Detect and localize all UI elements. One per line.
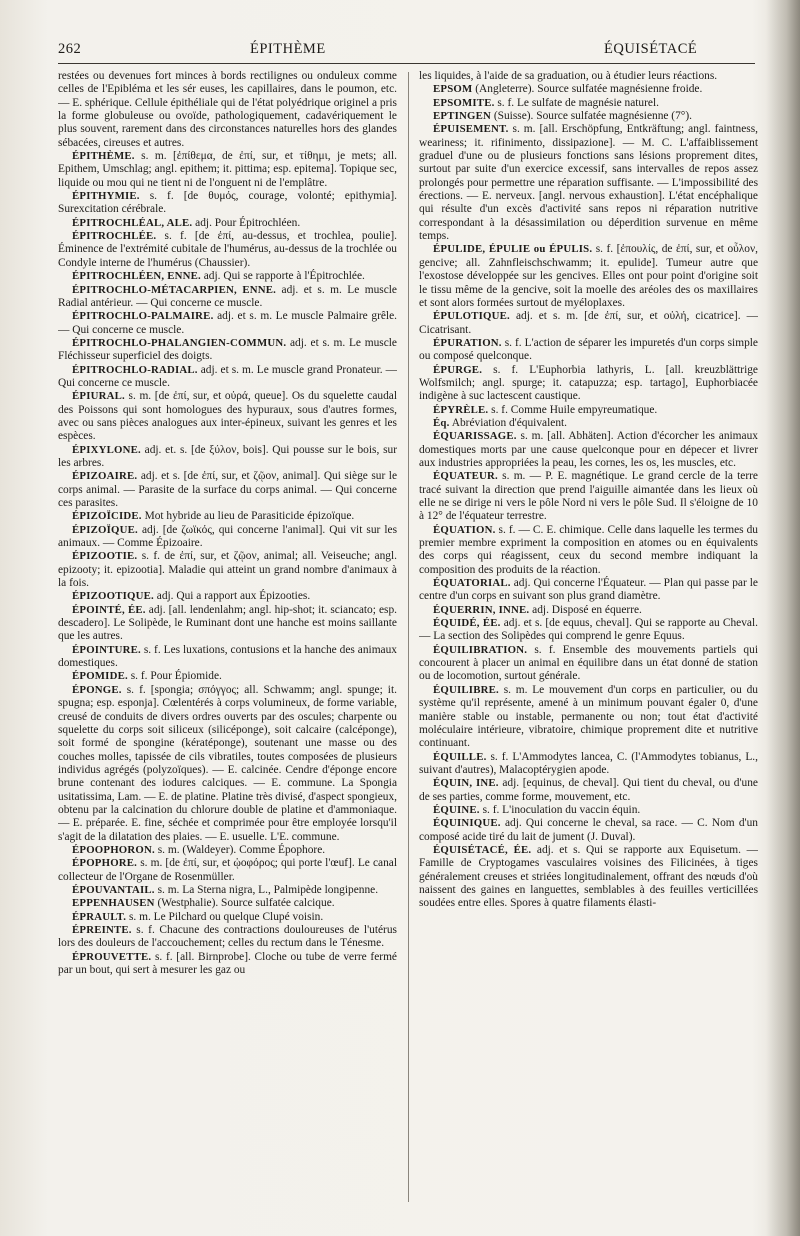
dictionary-entry [419, 470, 758, 523]
entry-definition: (Angleterre). Source sulfatée magnésienne froide. [475, 83, 703, 96]
entry-definition: s. m. [all. Abhäten]. Action d'écorcher les animaux domestiques morts par une cause quelconque pour en dépecer et livrer aux industries appropriées la peau, les cornes, les os, les muscles, etc. [419, 430, 758, 469]
entry-definition: (Suisse). Source sulfatée magnésienne (7°). [493, 110, 692, 123]
dictionary-entry [58, 951, 397, 978]
entry-headword: ÉQUATEUR. [433, 470, 498, 483]
dictionary-entry [419, 644, 758, 684]
entry-headword: ÉPRAULT. [72, 910, 127, 923]
entry-definition: s. f. Pour Épiomide. [130, 670, 222, 683]
dictionary-entry [58, 884, 397, 897]
page-number: 262 [58, 41, 82, 57]
entry-headword: ÉQUATION. [433, 523, 496, 536]
entry-headword: ÉQUIDÉ, ÉE. [433, 617, 501, 630]
entry-definition: adj. Qui concerne l'Équateur. — Plan qui passe par le centre d'un corps en suivant son plus grand diamètre. [419, 577, 758, 603]
entry-headword: ÉPOINTÉ, ÉE. [72, 603, 146, 616]
page-edge-shadow [766, 0, 800, 1236]
entry-headword: ÉPOINTURE. [72, 643, 141, 656]
right-column [419, 70, 758, 1210]
dictionary-entry [58, 230, 397, 270]
entry-headword: ÉPULOTIQUE. [433, 310, 510, 323]
entry-headword: ÉPURGE. [433, 363, 483, 376]
dictionary-entry [419, 70, 758, 83]
entry-headword: ÉPONGE. [72, 683, 122, 696]
dictionary-entry [58, 897, 397, 910]
dictionary-entry [58, 670, 397, 683]
dictionary-entry [58, 217, 397, 230]
dictionary-entry [419, 430, 758, 470]
dictionary-entry [419, 243, 758, 310]
entry-definition: s. f. Chacune des contractions douloureuses de l'utérus lors des douleurs de l'accouchement; celles du rectum dans le Ténesme. [58, 924, 397, 950]
entry-headword: ÉPITROCHLO-RADIAL. [72, 363, 198, 376]
dictionary-entry [58, 644, 397, 671]
entry-definition: s. f. [ἐπουλίς, de ἐπί, sur, et οὖλον, gencive; all. Zahnfleischschwamm; it. epulide]. Tumeur autre que l'exostose développée sur les gencives. Elles ont pour point d'origine soit le tissu même de la gencive, soit la moelle des aréoles des os maxillaires et sont alors formées surtout de myéloplaxes. [419, 243, 758, 309]
dictionary-entry [419, 524, 758, 577]
entry-headword: ÉPITHÈME. [72, 150, 135, 163]
entry-headword: ÉPURATION. [433, 336, 502, 349]
dictionary-entry [58, 470, 397, 510]
dictionary-entry [58, 844, 397, 857]
entry-headword: ÉPIZOOTIE. [72, 550, 138, 563]
dictionary-entry [419, 110, 758, 123]
dictionary-entry [419, 97, 758, 110]
entry-definition: s. m. Le Pilchard ou quelque Clupé voisin. [128, 910, 324, 923]
entry-definition: s. f. [all. Birnprobe]. Cloche ou tube de verre fermé par un bout, qui sert à mesurer les gaz ou [58, 950, 397, 977]
dictionary-entry [419, 123, 758, 243]
entry-headword: ÉPUISEMENT. [433, 123, 509, 136]
dictionary-entry [58, 604, 397, 644]
entry-definition: s. m. (Waldeyer). Comme Épophore. [157, 843, 326, 856]
left-column [58, 70, 397, 1210]
entry-headword: ÉPULIDE, ÉPULIE ou ÉPULIS. [433, 243, 593, 256]
dictionary-entry [58, 550, 397, 590]
dictionary-entry [419, 684, 758, 751]
entry-definition: s. m. [all. Erschöpfung, Entkräftung; angl. faintness, weariness; it. rifinimento, dissipazione]. — M. C. L'affaiblissement graduel d'une ou de plusieurs fonctions sans lésions proprement dites, surtout par suite d'un exercice excessif, sans intervalles de repos assez prolongés pour permettre une réparation suffisante. — L'impossibilité des érections. — E. nerveux. [angl. nervous exhaustion]. L'état encéphalique qui résulte d'un excès d'activité sans repos ni réparation nutritive correspondant à la désassimilation ou déperdition survenue en même temps. [419, 123, 758, 243]
entry-headword: ÉQUARISSAGE. [433, 430, 517, 443]
dictionary-entry [419, 751, 758, 778]
entry-definition: restées ou devenues fort minces à bords rectilignes ou onduleux comme celles de l'Epibléma et les sér euses, les capillaires, dans le poumon, etc. — E. sphérique. Cellule épithéliale qui de l'état polyédrique originel a pris la forme globuleuse ou ovoïde, pathologiquement, cadavériquement le plus souvent, rarement dans des circonstances naturelles hors des glandes sébacées, cireuses et autres. [58, 70, 397, 149]
dictionary-entry [419, 337, 758, 364]
entry-definition: adj. et s. [de ἐπί, sur, et ζῷον, animal]. Qui siège sur le corps animal. — Parasite de la surface du corps animal. — Qui concerne ces parasites. [58, 470, 397, 509]
entry-headword: ÉPIZOÏQUE. [72, 523, 138, 536]
dictionary-entry [419, 777, 758, 804]
entry-definition: s. f. Le sulfate de magnésie naturel. [497, 96, 659, 109]
entry-headword: ÉQUILIBRE. [433, 683, 499, 696]
entry-definition: les liquides, à l'aide de sa graduation, ou à étudier leurs réactions. [419, 70, 718, 82]
dictionary-entry [58, 911, 397, 924]
entry-definition: s. f. Ensemble des mouvements partiels qui concourent à placer un animal en équilibre dans un état donné de station ou de locomotion, surtout générale. [419, 643, 758, 683]
entry-headword: ÉQUIN, INE. [433, 777, 499, 790]
dictionary-entry [419, 310, 758, 337]
entry-definition: adj. Qui a rapport aux Épizooties. [156, 590, 311, 603]
dictionary-entry [58, 310, 397, 337]
dictionary-entry [58, 390, 397, 443]
entry-headword: ÉPITROCHLO-MÉTACARPIEN, ENNE. [72, 283, 277, 296]
entry-headword: ÉPITROCHLO-PHALANGIEN-COMMUN. [72, 336, 287, 349]
entry-definition: adj. et s. Qui se rapporte aux Equisetum. — Famille de Cryptogames vasculaires voisines des Filicinées, à tiges généralement creuses et striées longitudinalement, offrant des nœuds d'où naissent des gaines en languettes, semblables à des feuilles verticillées soudées entre elles. Spores à quatre filaments élasti- [419, 843, 758, 910]
entry-definition: adj. et s. m. Le muscle Fléchisseur superficiel des doigts. [58, 336, 397, 363]
dictionary-entry [419, 817, 758, 844]
dictionary-entry [419, 364, 758, 404]
entry-headword: ÉQUILLE. [433, 750, 487, 763]
running-head-left: ÉPITHÈME [250, 41, 326, 57]
entry-headword: ÉQUERRIN, INNE. [433, 603, 530, 616]
entry-definition: s. m. — P. E. magnétique. Le grand cercle de la terre tracé suivant la direction que prend l'aiguille aimantée dans les lieux où elle ne se dirige ni vers le pôle Nord ni vers le pôle Sud. Il s'éloigne de 10 à 12° de l'équateur terrestre. [419, 470, 758, 523]
entry-definition: adj. et. s. [de ξύλον, bois]. Qui pousse sur le bois, sur les arbres. [58, 443, 397, 469]
entry-headword: ÉPOOPHORON. [72, 843, 155, 856]
entry-headword: EPSOMITE. [433, 96, 495, 109]
dictionary-entry [419, 417, 758, 430]
dictionary-entry [58, 190, 397, 217]
dictionary-entry [419, 83, 758, 96]
entry-definition: adj. et s. m. Le muscle Radial antérieur. — Qui concerne ce muscle. [58, 283, 397, 309]
entry-headword: ÉQUINE. [433, 803, 480, 816]
entry-definition: adj. [equinus, de cheval]. Qui tient du cheval, ou d'une de ses parties, comme forme, mouvement, etc. [419, 777, 758, 803]
entry-headword: EPSOM [433, 83, 473, 96]
entry-headword: ÉPIURAL. [72, 390, 125, 403]
page-header [0, 33, 800, 63]
entry-headword: ÉPOPHORE. [72, 857, 138, 870]
entry-definition: adj. et s. m. Le muscle grand Pronateur. — Qui concerne ce muscle. [58, 363, 397, 389]
header-rule [58, 63, 755, 64]
entry-definition: s. f. [de ἐπί, au-dessus, et trochlea, poulie]. Éminence de l'extrémité cubitale de l'humérus, au-dessus de la trochlée ou Condyle interne de l'humérus (Chaussier). [58, 230, 397, 269]
entry-headword: ÉPIZOAIRE. [72, 470, 138, 483]
entry-definition: s. f. [spongia; σπόγγος; all. Schwamm; angl. spunge; it. spugna; esp. esponja]. Cœlentérés à corps volumineux, de forme variable, creusé de conduits de divers ordres ouverts par des oscules; charpente ou squelette du corps soit siliceux (silicéponge), soit calcaire (calcéponge), soit formé de spongine (kératéponge), soutenant une masse ou des couches molles, tapissée de cils vibratiles, toutes composées de plusieurs individus agrégés (polyzoïques). — E. calcinée. Cendre d'éponge encore brune contenant des iodures calciques. — E. commune. La Spongia usitatissima, Lam. — E. de platine. Platine très divisé, d'aspect spongieux, obtenu par la calcination du chlorure double de platine et d'ammoniaque. — E. préparée. E. fine, séchée et comprimée pour être employée lorsqu'il s'agit de la dilatation des plaies. — E. usuelle. L'E. commune. [58, 683, 397, 843]
entry-definition: s. f. Comme Huile empyreumatique. [491, 403, 658, 416]
entry-definition: s. f. L'action de séparer les impuretés d'un corps simple ou composé quelconque. [419, 336, 758, 363]
entry-definition: adj. Qui se rapporte à l'Épitrochlée. [203, 270, 365, 283]
dictionary-entry [58, 510, 397, 523]
dictionary-entry [419, 404, 758, 417]
dictionary-entry [58, 444, 397, 471]
entry-headword: ÉPOMIDE. [72, 670, 128, 683]
entry-definition: adj. Pour Épitrochléen. [195, 216, 301, 229]
entry-headword: ÉPIXYLONE. [72, 443, 141, 456]
dictionary-entry [58, 857, 397, 884]
entry-definition: adj. Disposé en équerre. [532, 603, 642, 616]
running-head-right: ÉQUISÉTACÉ [604, 41, 698, 57]
entry-headword: ÉPOUVANTAIL. [72, 883, 155, 896]
entry-headword: EPTINGEN [433, 110, 491, 123]
entry-definition: s. f. L'Ammodytes lancea, C. (l'Ammodytes tobianus, L., suivant d'autres), Malacoptérygien apode. [419, 750, 758, 776]
entry-definition: s. m. [de ἐπί, sur, et οὐρά, queue]. Os du squelette caudal des Poissons qui sont homologues des hypuraux, sous d'autres formes, avec ou sans pièces analogues aux inter-épineux, suivant les genres et les espèces. [58, 390, 397, 443]
entry-definition: Abréviation d'équivalent. [451, 416, 568, 429]
entry-definition: adj. et s. m. Le muscle Palmaire grêle. — Qui concerne ce muscle. [58, 310, 397, 336]
column-divider [408, 72, 409, 1202]
dictionary-entry [419, 617, 758, 644]
entry-columns [58, 70, 758, 1210]
entry-headword: ÉPREINTE. [72, 924, 132, 936]
entry-headword: ÉPITROCHLÉEN, ENNE. [72, 270, 201, 283]
dictionary-entry [58, 590, 397, 603]
entry-definition: s. m. [de ἐπί, sur, et ᾠοφόρος; qui porte l'œuf]. Le canal collecteur de l'Organe de Rosenmüller. [58, 857, 397, 883]
entry-definition: s. m. La Sterna nigra, L., Palmipède longipenne. [157, 883, 379, 896]
entry-definition: s. f. [de θυμός, courage, volonté; epithymia]. Surexcitation cérébrale. [58, 190, 397, 216]
entry-definition: adj. [de ζωϊκός, qui concerne l'animal]. Qui vit sur les animaux. — Comme Épizoaire. [58, 523, 397, 550]
entry-headword: ÉQUATORIAL. [433, 577, 511, 590]
entry-definition: adj. et s. m. [de ἐπί, sur, et οὐλή, cicatrice]. — Cicatrisant. [419, 310, 758, 336]
entry-headword: ÉPIZOÏCIDE. [72, 510, 142, 523]
dictionary-entry [58, 524, 397, 551]
entry-definition: s. f. Les luxations, contusions et la hanche des animaux domestiques. [58, 643, 397, 670]
dictionary-entry [58, 284, 397, 311]
entry-definition: s. f. de ἐπί, sur, et ζῷον, animal; all. Veiseuche; angl. epizooty; it. epizootia]. Maladie qui atteint un grand nombre d'animaux à la fois. [58, 550, 397, 590]
entry-headword: ÉPYRÈLE. [433, 403, 489, 416]
entry-headword: ÉQUINIQUE. [433, 817, 501, 830]
entry-definition: s. m. Le mouvement d'un corps en particulier, ou du système qu'il représente, amené à un minimum pouvant égaler 0, d'une manière stable ou instable, permanente ou non; tout état d'activité moléculaire intérieure, vibratoire, chimique proprement dite et nutritive continuant. [419, 683, 758, 750]
entry-definition: Mot hybride au lieu de Parasiticide épizoïque. [144, 510, 355, 523]
dictionary-entry [58, 70, 397, 150]
dictionary-entry [58, 364, 397, 391]
dictionary-entry [419, 844, 758, 911]
entry-headword: ÉPITROCHLO-PALMAIRE. [72, 310, 214, 323]
dictionary-entry [58, 150, 397, 190]
entry-definition: (Westphalie). Source sulfatée calcique. [157, 897, 335, 910]
dictionary-entry [419, 804, 758, 817]
entry-definition: adj. Qui concerne le cheval, sa race. — C. Nom d'un composé acide tiré du lait de jument (J. Duval). [419, 817, 758, 843]
entry-definition: adj. et s. [de equus, cheval]. Qui se rapporte au Cheval. — La section des Solipèdes qui comprend le genre Equus. [419, 617, 758, 643]
entry-definition: s. f. — C. E. chimique. Celle dans laquelle les termes du premier membre expriment la composition en atomes ou en équivalents des corps qui réagissent, ceux du second membre indiquant la composition des produits de la réaction. [419, 523, 758, 576]
entry-definition: s. m. [ἐπίθεμα, de ἐπί, sur, et τίθημι, je mets; all. Epithem, Umschlag; angl. epithem; it. pittima; esp. epitema]. Topique sec, liquide ou mou qui ne tient ni de l'onguent ni de l'emplâtre. [58, 150, 397, 189]
entry-headword: ÉPIZOOTIQUE. [72, 590, 154, 603]
dictionary-entry [419, 577, 758, 604]
entry-headword: ÉPITROCHLÉAL, ALE. [72, 216, 193, 229]
entry-definition: s. f. L'inoculation du vaccin équin. [482, 803, 641, 816]
entry-headword: ÉPITHYMIE. [72, 190, 140, 203]
entry-definition: adj. [all. lendenlahm; angl. hip-shot; it. sciancato; esp. descadero]. Le Solipède, le Ruminant dont une hanche est moins saillante que les autres. [58, 603, 397, 643]
dictionary-entry [58, 684, 397, 844]
entry-headword: ÉQUILIBRATION. [433, 643, 528, 656]
dictionary-entry [58, 337, 397, 364]
dictionary-entry [58, 270, 397, 283]
dictionary-entry [419, 604, 758, 617]
entry-definition: s. f. L'Euphorbia lathyris, L. [all. kreuzblättrige Wolfsmilch; angl. spurge; it. catapuzza; esp. tartago], Euphorbiacée indigène à suc lactescent caustique. [419, 363, 758, 403]
entry-headword: EPPENHAUSEN [72, 897, 155, 910]
entry-headword: ÉPROUVETTE. [72, 950, 152, 963]
entry-headword: ÉPITROCHLÉE. [72, 230, 157, 243]
entry-headword: Éq. [433, 416, 450, 429]
dictionary-entry [58, 924, 397, 951]
entry-headword: ÉQUISÉTACÉ, ÉE. [433, 843, 532, 856]
